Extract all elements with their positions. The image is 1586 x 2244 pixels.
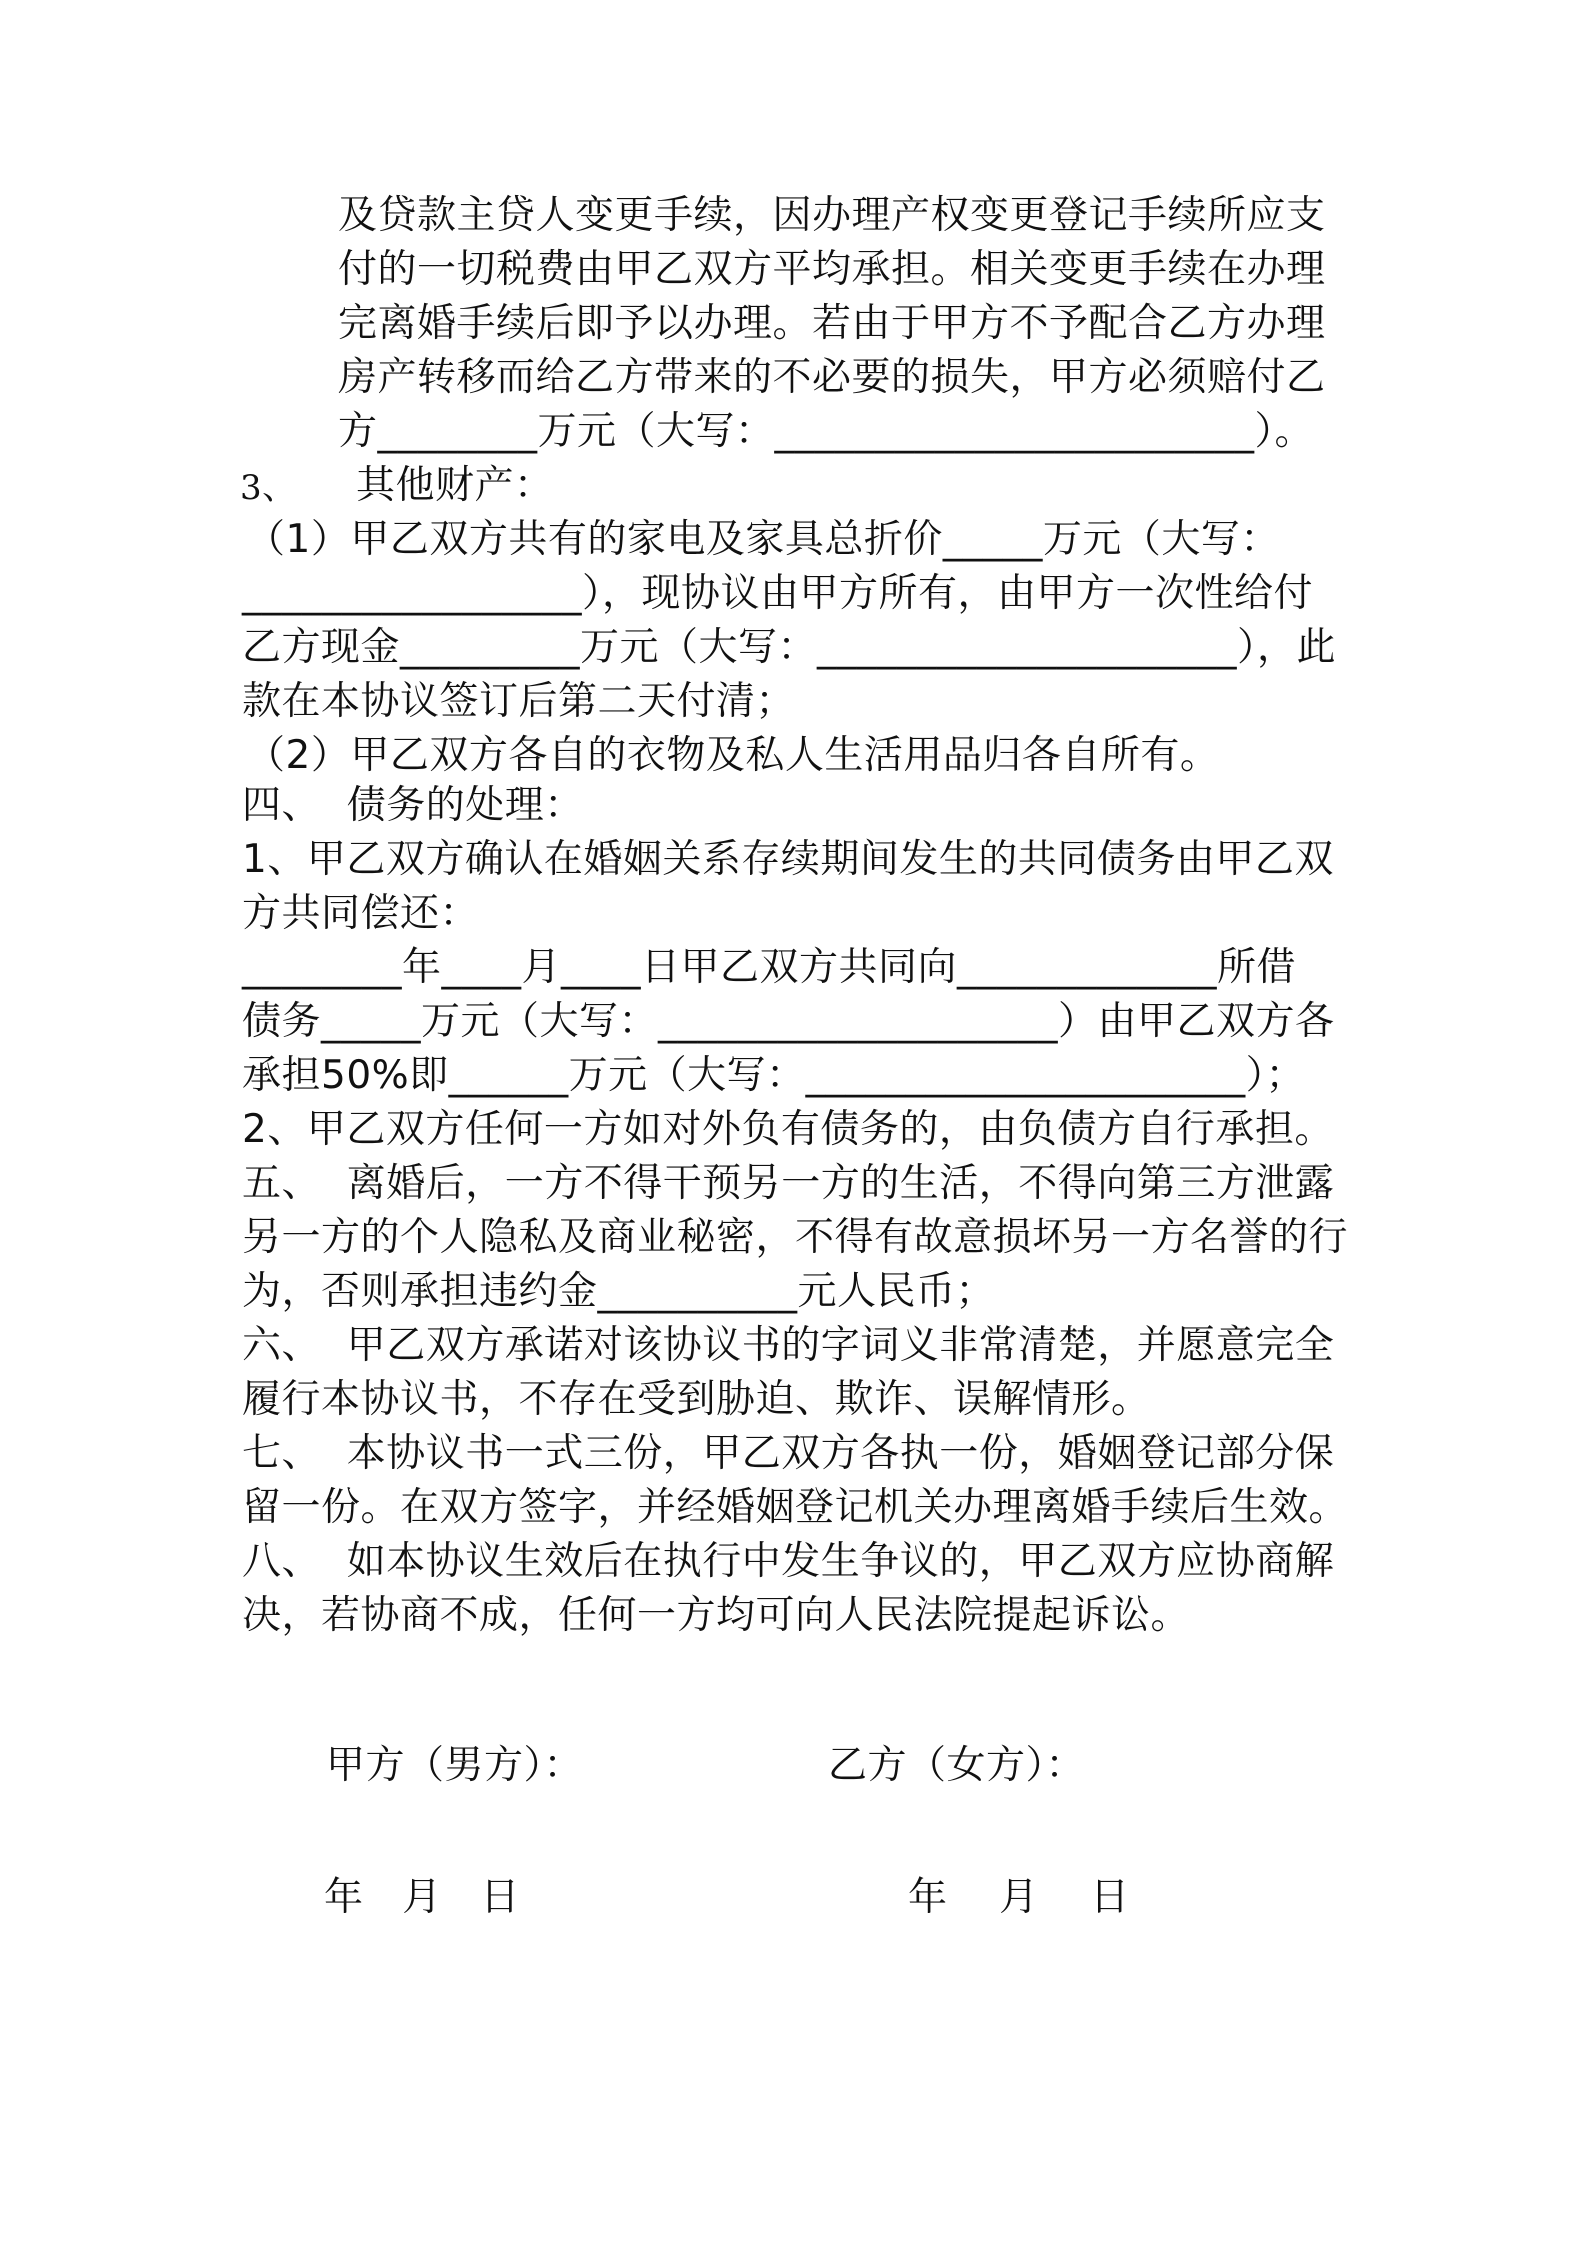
party-b-signature-label: 乙方（女方）： [828, 1743, 1086, 1788]
section-title: 其他财产： [356, 463, 554, 508]
paragraph-line: 1、甲乙双方确认在婚姻关系存续期间发生的共同债务由甲乙双 [242, 837, 1334, 882]
party-a-date: 年 月 日 [324, 1875, 520, 1920]
paragraph-line: _________________），现协议由甲方所有，由甲方一次性给付 [242, 571, 1314, 616]
paragraph-line: 付的一切税费由甲乙双方平均承担。相关变更手续在办理 [338, 247, 1326, 292]
paragraph-line: 及贷款主贷人变更手续，因办理产权变更登记手续所应支 [338, 193, 1326, 238]
section-title: 四、 债务的处理： [242, 783, 584, 828]
paragraph-line: 六、 甲乙双方承诺对该协议书的字词义非常清楚，并愿意完全 [242, 1323, 1335, 1368]
paragraph-line: 乙方现金_________万元（大写：_____________________），此 [242, 625, 1337, 670]
paragraph-line: 决，若协商不成，任何一方均可向人民法院提起诉讼。 [242, 1593, 1191, 1638]
paragraph-line: 债务_____万元（大写：____________________）由甲乙双方各 [242, 999, 1335, 1044]
paragraph-line: 完离婚手续后即予以办理。若由于甲方不予配合乙方办理 [338, 301, 1326, 346]
paragraph-line: 方共同偿还： [242, 891, 480, 936]
paragraph-line: （2）甲乙双方各自的衣物及私人生活用品归各自所有。 [246, 733, 1220, 778]
paragraph-line: 履行本协议书，不存在受到胁迫、欺诈、误解情形。 [242, 1377, 1151, 1422]
paragraph-line: 2、甲乙双方任何一方如对外负有债务的，由负债方自行承担。 [242, 1107, 1334, 1152]
paragraph-line: 留一份。在双方签字，并经婚姻登记机关办理离婚手续后生效。 [242, 1485, 1349, 1530]
paragraph-line: ________年____月____日甲乙双方共同向_____________所借 [242, 945, 1297, 990]
section-number: 3、 [240, 468, 297, 508]
party-b-date: 年 月 日 [908, 1875, 1130, 1920]
paragraph-line: 房产转移而给乙方带来的不必要的损失，甲方必须赔付乙 [338, 355, 1326, 400]
paragraph-line: 五、 离婚后，一方不得干预另一方的生活，不得向第三方泄露 [242, 1161, 1335, 1206]
paragraph-line: 承担50%即______万元（大写：______________________）； [242, 1053, 1306, 1098]
paragraph-line: 为，否则承担违约金__________元人民币； [242, 1269, 996, 1314]
paragraph-line: 方________万元（大写：________________________）。 [338, 409, 1315, 454]
paragraph-line: （1）甲乙双方共有的家电及家具总折价_____万元（大写： [246, 517, 1280, 562]
party-a-signature-label: 甲方（男方）： [326, 1743, 584, 1788]
paragraph-line: 另一方的个人隐私及商业秘密，不得有故意损坏另一方名誉的行 [242, 1215, 1349, 1260]
paragraph-line: 八、 如本协议生效后在执行中发生争议的，甲乙双方应协商解 [242, 1539, 1335, 1584]
paragraph-line: 款在本协议签订后第二天付清； [242, 679, 796, 724]
paragraph-line: 七、 本协议书一式三份，甲乙双方各执一份，婚姻登记部分保 [242, 1431, 1335, 1476]
